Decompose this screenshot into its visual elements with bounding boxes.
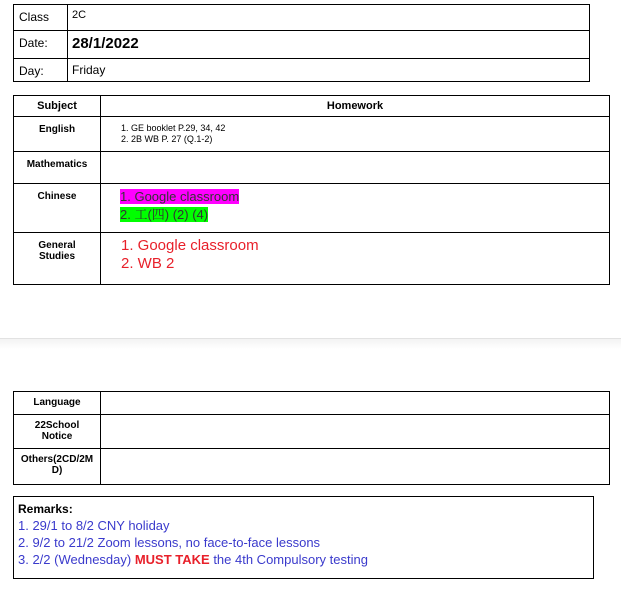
subject-general-studies-line1: General [38, 240, 76, 251]
homework-gs-item-2: 2. WB 2 [121, 255, 175, 272]
page-break-divider [0, 338, 621, 349]
table-row [14, 415, 610, 449]
homework-gs-item-1: 1. Google classroom [121, 237, 259, 254]
homework-table [13, 95, 610, 285]
subject-english: English [14, 117, 101, 152]
others-label [14, 449, 101, 485]
notes-table [13, 391, 610, 485]
table-row [14, 117, 610, 152]
homework-mathematics-cell[interactable] [101, 152, 610, 184]
subject-general-studies-line2: Studies [38, 251, 76, 262]
language-label: Language [14, 392, 101, 415]
class-info-table [13, 4, 590, 82]
homework-chinese-item-2: 2. 工(四) (2) (4) [120, 207, 209, 222]
others-line1: Others(2CD/2M [20, 454, 94, 465]
class-label: Class [14, 5, 68, 31]
remark-line-3 [18, 551, 593, 568]
table-row [14, 184, 610, 233]
homework-english-item-1: 1. GE booklet P.29, 34, 42 [121, 123, 226, 133]
subject-general-studies [14, 233, 101, 285]
remarks-box[interactable] [13, 496, 594, 579]
school-notice-line2: Notice [41, 431, 73, 442]
date-label: Date: [14, 31, 68, 59]
homework-general-studies-cell[interactable] [101, 233, 610, 285]
homework-header: Homework [101, 96, 610, 117]
subject-chinese: Chinese [14, 184, 101, 233]
homework-chinese-item-1: 1. Google classroom [120, 189, 240, 204]
remark-line-2: 2. 9/2 to 21/2 Zoom lessons, no face-to-face lessons [18, 535, 321, 550]
subject-header: Subject [14, 96, 101, 117]
others-line2: D) [51, 465, 63, 476]
remarks-title: Remarks: [18, 502, 73, 516]
day-value[interactable]: Friday [68, 59, 590, 82]
school-notice-label [14, 415, 101, 449]
remark-line-1: 1. 29/1 to 8/2 CNY holiday [18, 518, 170, 533]
remark-must-take: MUST TAKE [134, 552, 210, 567]
homework-english-item-2: 2. 2B WB P. 27 (Q.1-2) [121, 134, 213, 144]
class-value[interactable]: 2C [68, 5, 590, 31]
homework-chinese-cell[interactable] [101, 184, 610, 233]
table-row [14, 233, 610, 285]
school-notice-cell[interactable] [101, 415, 610, 449]
homework-english-cell[interactable] [101, 117, 610, 152]
table-row [14, 152, 610, 184]
language-cell[interactable] [101, 392, 610, 415]
school-notice-line1: 22School [34, 420, 80, 431]
table-row [14, 449, 610, 485]
table-row [14, 392, 610, 415]
date-value[interactable]: 28/1/2022 [68, 31, 590, 59]
others-cell[interactable] [101, 449, 610, 485]
remark-line-3-post: the 4th Compulsory testing [209, 552, 368, 567]
day-label: Day: [14, 59, 68, 82]
remark-line-3-pre: 3. 2/2 (Wednesday) [18, 552, 135, 567]
subject-mathematics: Mathematics [14, 152, 101, 184]
